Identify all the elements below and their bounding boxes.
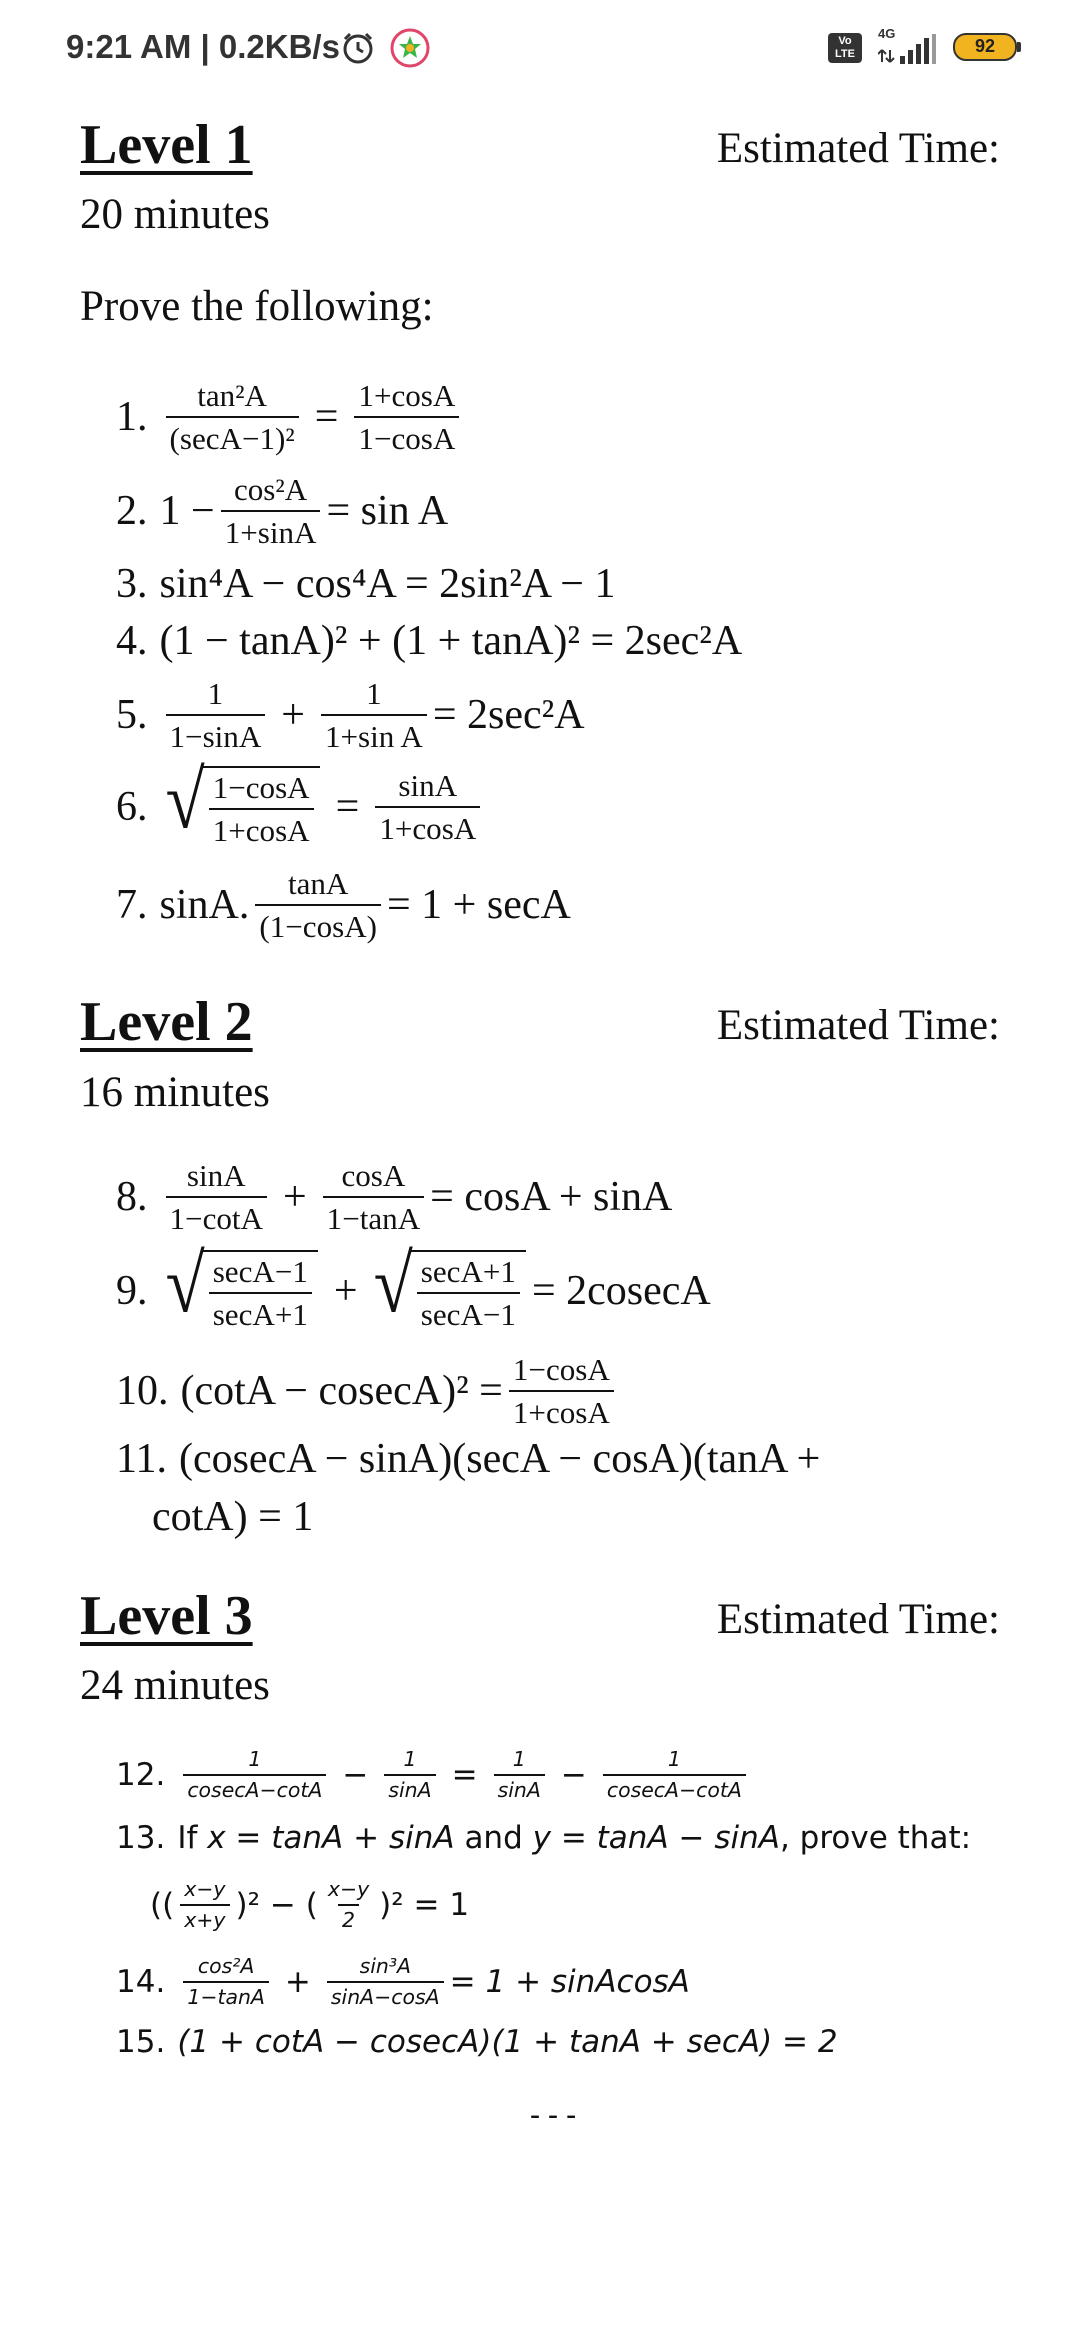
problem-2: 2. 1 − $\frac{\text{cos²A}}{1+\sin A}$ = sin A [116, 472, 449, 550]
level-3-estimated-label: Estimated Time: [716, 1596, 1000, 1643]
battery-icon: 92 [953, 33, 1017, 61]
square-root: √ $\frac{1-\cos A}{1+\cos A}$ [166, 766, 320, 848]
fraction: $\frac{\text{cos²A}}{1+\sin A}$ [221, 472, 321, 550]
problem-11: 11. (cosecA − sinA)(secA − cosA)(tanA + [116, 1436, 821, 1482]
fraction: $\frac{1+\cos A}{1-\cos A}$ [354, 378, 459, 456]
problem-15: 15. (1 + cotA − cosecA)(1 + tanA + secA) = 2 [116, 2024, 838, 2060]
battery-tip [1017, 42, 1021, 52]
problem-1: 1. $\frac{\text{tan²A}}{\text{(secA−1)²}}$ = $\frac{1+\cos A}{1-\cos A}$ [116, 378, 465, 456]
volte-icon: Vo LTE [828, 33, 862, 63]
level-2-minutes: 16 minutes [80, 1069, 270, 1116]
problem-9: 9. √ $\frac{\sec A-1}{\sec A+1}$ + √ $\frac{\sec A+1}{\sec A-1}$ = 2cosecA [116, 1239, 711, 1332]
fraction: $\frac{\text{cos²A}}{1-\tan A}$ [183, 1955, 269, 2009]
prove-prompt: Prove the following: [80, 283, 434, 330]
problem-4: 4. (1 − tanA)² + (1 + tanA)² = 2sec²A [116, 618, 743, 664]
fraction: $\frac{1}{cosecA-\cot A}$ [183, 1748, 326, 1802]
fraction: $\frac{x-y}{x+y}$ [180, 1878, 229, 1932]
status-bar [0, 0, 1080, 100]
alarm-clock-icon [340, 30, 376, 71]
signal-icon [878, 32, 938, 71]
fraction: $\frac{1}{\sin A}$ [494, 1748, 545, 1802]
problem-8: 8. $\frac{\sin A}{1-\cot A}$ + $\frac{\cos A}{1-\tan A}$ = cosA + sinA [116, 1158, 673, 1236]
square-root: √ $\frac{\sec A+1}{\sec A-1}$ [374, 1250, 526, 1332]
fraction: $\frac{1}{\text{1+sin A}}$ [321, 676, 427, 754]
level-3-title: Level 3 [80, 1585, 253, 1647]
footer-separator: --- [526, 2098, 581, 2133]
level-3-minutes: 24 minutes [80, 1662, 270, 1709]
level-1-title: Level 1 [80, 114, 253, 176]
problem-3: 3. sin⁴A − cos⁴A = 2sin²A − 1 [116, 561, 616, 607]
square-root: √ $\frac{\sec A-1}{\sec A+1}$ [166, 1250, 318, 1332]
status-time: 9:21 AM | 0.2KB/s [66, 28, 340, 65]
problem-14: 14. $\frac{\text{cos²A}}{1-\tan A}$ + $\frac{\text{sin³A}}{\sin A-\cos A}$ = 1 + sinAcosA [116, 1954, 690, 2009]
fraction: $\frac{\text{sin³A}}{\sin A-\cos A}$ [327, 1955, 444, 2009]
fraction: $\frac{1-\cos A}{1+\cos A}$ [509, 1352, 614, 1430]
fraction: $\frac{\tan A}{(1-\cos A)}$ [255, 866, 381, 944]
fraction: $\frac{x-y}{2}$ [327, 1877, 370, 1932]
problem-13-equation: (( $\frac{x-y}{x+y}$ )² − ( $\frac{x-y}{2}$ )² = 1 [150, 1877, 470, 1932]
fraction: $\frac{\text{tan²A}}{\text{(secA−1)²}}$ [166, 378, 299, 456]
network-type: 4G [878, 26, 896, 41]
level-1-minutes: 20 minutes [80, 191, 270, 238]
fraction: $\frac{\sin A}{1+\cos A}$ [375, 768, 480, 846]
fraction: $\frac{1}{1-\sin A}$ [166, 676, 266, 754]
fraction: $\frac{\cos A}{1-\tan A}$ [323, 1158, 424, 1236]
problem-5: 5. $\frac{1}{1-\sin A}$ + $\frac{1}{\text{1+sin A}}$ = 2sec²A [116, 676, 585, 754]
level-2-estimated-label: Estimated Time: [716, 1002, 1000, 1049]
level-2-title: Level 2 [80, 991, 253, 1053]
problem-10: 10. (cotA − cosecA)² = $\frac{1-\cos A}{1+\cos A}$ [116, 1352, 620, 1430]
problem-11-continued: cotA) = 1 [152, 1494, 314, 1540]
fraction: $\frac{1}{\sin A}$ [384, 1748, 435, 1802]
problem-13: 13. If x = tanA + sinA and y = tanA − sinA , prove that: [116, 1820, 972, 1856]
problem-7: 7. sinA. $\frac{\tan A}{(1-\cos A)}$ = 1 + secA [116, 866, 571, 944]
problem-12: 12. $\frac{1}{cosecA-\cot A}$ − $\frac{1}{\sin A}$ = $\frac{1}{\sin A}$ − $\frac{1}{cosecA-\cot A}$ [116, 1748, 752, 1802]
fraction: $\frac{\sin A}{1-\cot A}$ [166, 1158, 267, 1236]
fraction: $\frac{1}{cosecA-\cot A}$ [603, 1748, 746, 1802]
level-1-estimated-label: Estimated Time: [716, 125, 1000, 172]
app-notification-icon [390, 28, 430, 73]
problem-6: 6. √ $\frac{1-\cos A}{1+\cos A}$ = $\frac{\sin A}{1+\cos A}$ [116, 766, 486, 848]
